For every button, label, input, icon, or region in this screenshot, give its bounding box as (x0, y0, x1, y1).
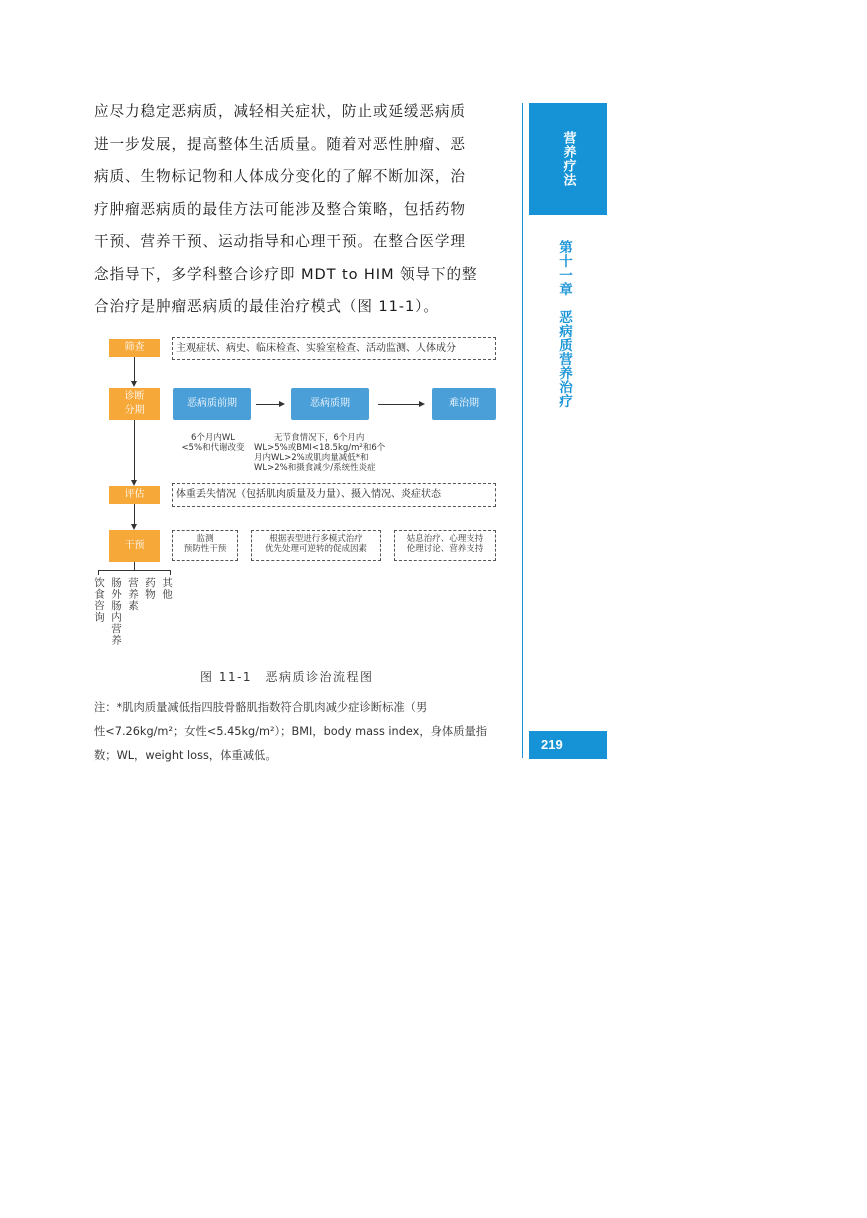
intervention-line: 优先处理可逆转的促成因素 (264, 544, 367, 554)
criteria-line: WL>5%或BMI<18.5kg/m²和6个 (254, 443, 386, 453)
intervention-line: 伦理讨论、营养支持 (406, 544, 484, 554)
paragraph-line: 合治疗是肿瘤恶病质的最佳治疗模式（图 11-1）。 (94, 298, 439, 315)
criteria-line: <5%和代谢改变 (181, 443, 245, 453)
intervention-line: 监测 (196, 534, 214, 544)
branch-nutrition: 肠外肠内营养 (110, 577, 122, 646)
connector (134, 420, 135, 482)
branch-other: 其他 (161, 577, 173, 600)
branch-drugs: 药物 (144, 577, 156, 600)
note-line: 数；WL，weight loss，体重减低。 (94, 749, 277, 762)
criteria-line: 6个月内WL (190, 433, 236, 443)
intervention-node: 干预 (109, 530, 160, 562)
branch-nutrients: 营养素 (127, 577, 139, 612)
note-line: 注：*肌肉质量减低指四肢骨骼肌指数符合肌肉减少症诊断标准（男 (94, 701, 428, 714)
paragraph-line: 疗肿瘤恶病质的最佳方法可能涉及整合策略，包括药物 (94, 200, 466, 218)
diagnosis-label-line: 分期 (124, 405, 145, 416)
arrow-right-icon (419, 401, 425, 407)
screening-node: 筛查 (109, 339, 160, 357)
arrow-down-icon (131, 381, 137, 387)
sidebar-rule (522, 103, 523, 758)
precachexia-criteria (170, 433, 256, 453)
page-number: 219 (529, 731, 607, 759)
connector (98, 570, 99, 575)
stage-precachexia: 恶病质前期 (173, 388, 251, 420)
section-title: 营养疗法 (560, 131, 576, 187)
assessment-node: 评估 (109, 486, 160, 504)
section-tab (529, 103, 607, 215)
cachexia-criteria (254, 433, 404, 473)
paragraph-line: 病质、生物标记物和人体成分变化的了解不断加深，治 (94, 168, 466, 185)
connector (98, 570, 170, 571)
criteria-line: 月内WL>2%或肌肉量减低*和 (254, 453, 369, 463)
paragraph-line: 应尽力稳定恶病质，减轻相关症状，防止或延缓恶病质 (94, 103, 466, 120)
figure-caption: 图 11-1 恶病质诊治流程图 (200, 670, 374, 684)
diagnosis-label-line: 诊断 (124, 391, 145, 402)
note-line: 性<7.26kg/m²；女性<5.45kg/m²）；BMI，body mass index，身体质量指 (94, 725, 488, 738)
figure-note (94, 696, 496, 768)
arrow-right-icon (279, 401, 285, 407)
screening-detail: 主观症状、病史、临床检查、实验室检查、活动监测、人体成分 (172, 337, 496, 360)
intervention-multimodal (251, 530, 381, 561)
chapter-title: 第十一章 恶病质营养治疗 (556, 240, 572, 408)
connector (378, 404, 420, 405)
connector (134, 504, 135, 526)
paragraph-line: 进一步发展，提高整体生活质量。随着对恶性肿瘤、恶 (94, 135, 466, 153)
intervention-line: 根据表型进行多模式治疗 (269, 534, 363, 544)
connector (134, 562, 135, 570)
criteria-line: 无节食情况下，6个月内 (274, 433, 365, 443)
connector (170, 570, 171, 575)
branch-diet: 饮食咨询 (93, 577, 105, 623)
body-paragraph (94, 96, 496, 324)
intervention-line: 预防性干预 (183, 544, 227, 554)
assessment-detail: 体重丢失情况（包括肌肉质量及力量）、摄入情况、炎症状态 (172, 483, 496, 507)
connector (134, 357, 135, 383)
diagnosis-node (109, 388, 160, 420)
stage-refractory: 难治期 (432, 388, 496, 420)
criteria-line: WL>2%和摄食减少/系统性炎症 (254, 463, 376, 473)
paragraph-line: 念指导下，多学科整合诊疗即 MDT to HIM 领导下的整 (94, 265, 478, 283)
intervention-monitoring (172, 530, 238, 561)
intervention-palliative (394, 530, 496, 561)
connector (256, 404, 280, 405)
paragraph-line: 干预、营养干预、运动指导和心理干预。在整合医学理 (94, 233, 466, 250)
intervention-line: 姑息治疗、心理支持 (406, 534, 484, 544)
stage-cachexia: 恶病质期 (291, 388, 369, 420)
